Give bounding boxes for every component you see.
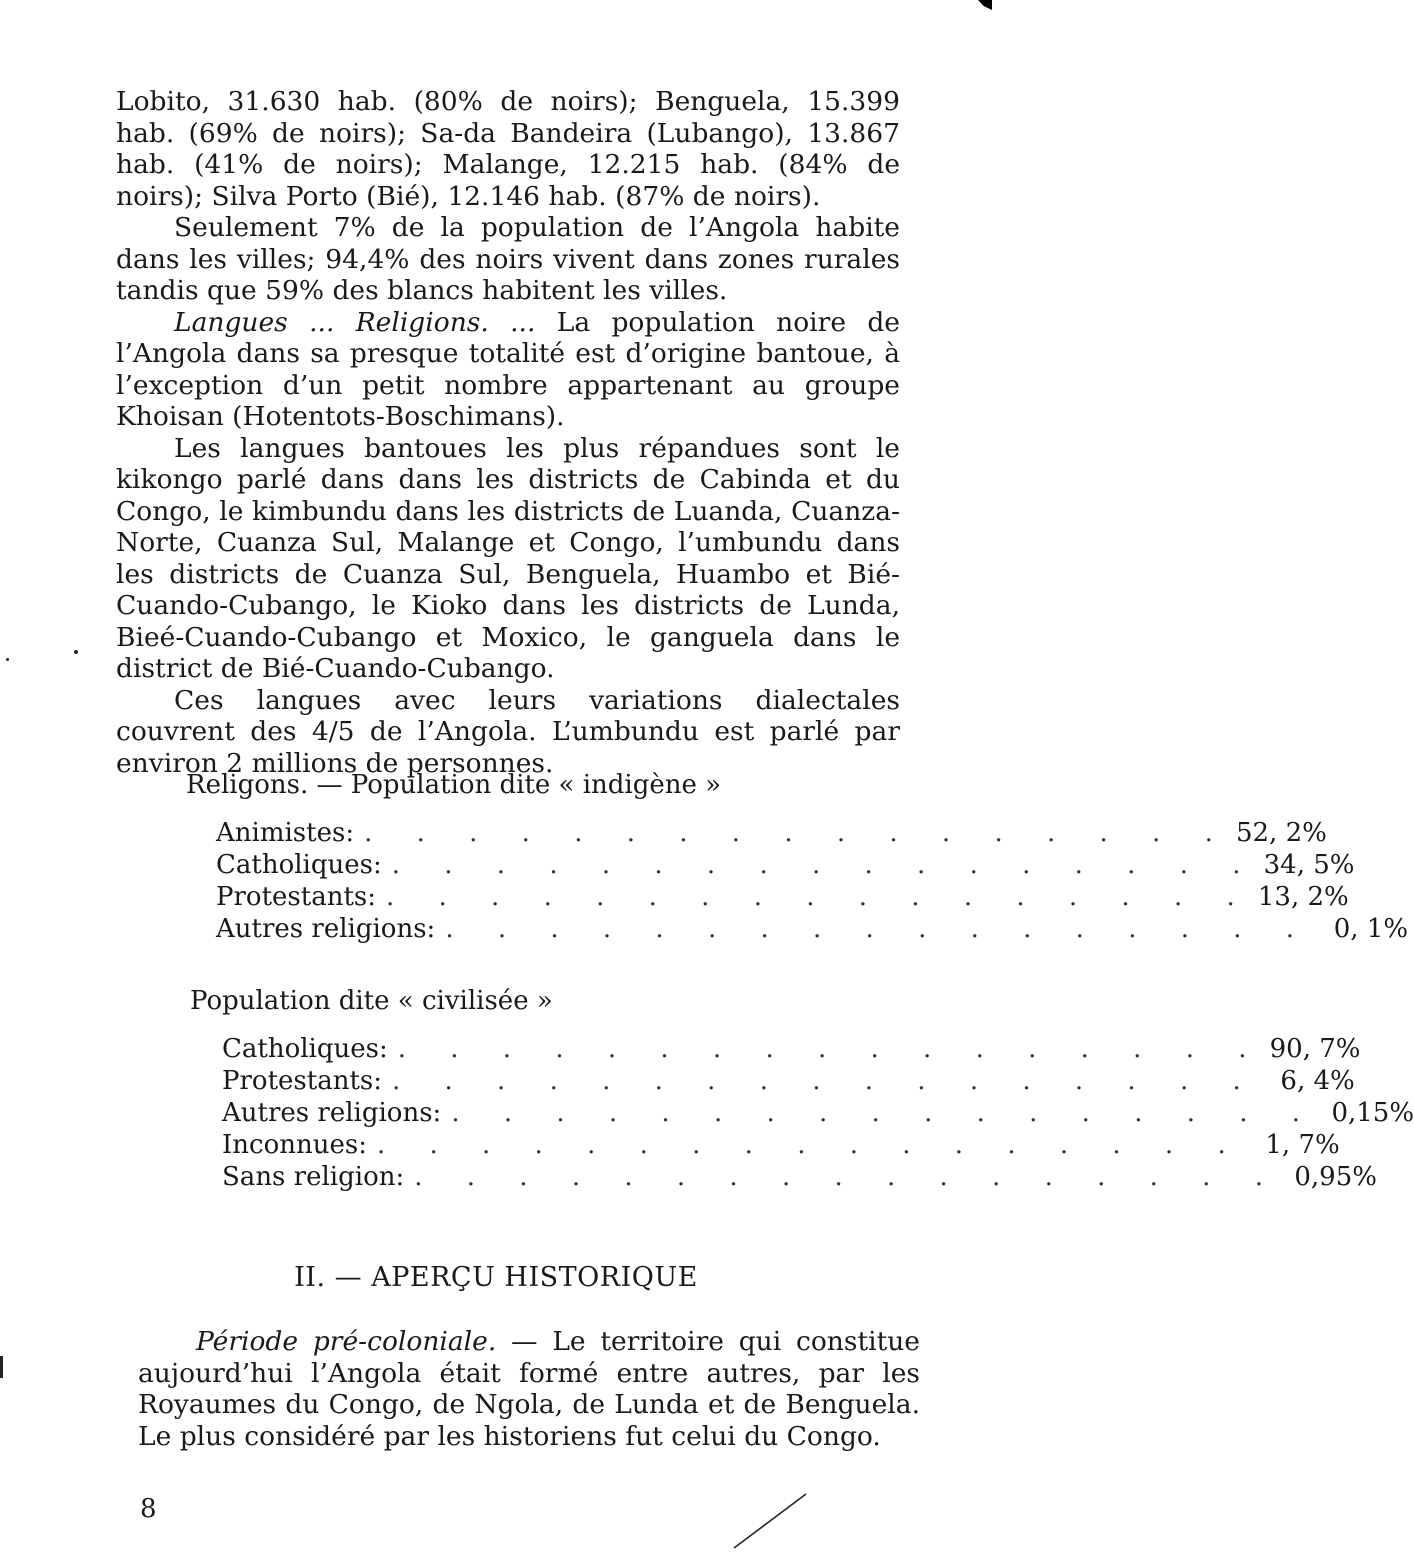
stat-label: Catholiques: <box>222 1034 388 1064</box>
languages-religions-heading: Langues ... Religions. ... <box>174 306 536 338</box>
margin-dot <box>74 650 78 654</box>
paragraph-bantu-languages: Les langues bantoues les plus répandues sont le kikongo parlé dans dans les districts de Cabinda et du Congo, le kimbundu dans les districts de Luanda, Cuanza-Norte, Cuanza Sul, Malange et Congo, l’umbundu dans les districts de Cuanza Sul, Benguela, Huambo et Bié-Cuando-Cubango, le Kioko dans les districts de Lunda, Bieé-Cuando-Cubango et Moxico, le ganguela dans le district de Bié-Cuando-Cubango. <box>116 432 900 684</box>
dot-leader: . . . . . . . . . . . . . . . . . <box>445 914 1313 944</box>
stat-value: 0,95% <box>1294 1162 1377 1192</box>
dot-leader: . . . . . . . . . . . . . . . . . <box>392 1066 1259 1096</box>
dot-leader: . . . . . . . . . . . . . . . . . <box>397 1034 1265 1064</box>
dot-leader: . . . . . . . . . . . . . . . . . <box>376 1130 1244 1160</box>
stat-row <box>216 818 1327 850</box>
stat-row <box>222 1066 1355 1098</box>
chapter-title: II. — APERÇU HISTORIQUE <box>294 1262 698 1293</box>
languages-intro-text: La population noire de l’Angola dans sa presque totalité est d’origine bantoue, à l’exception d’un petit nombre appartenant au groupe Khoisan (Hotentots-Boschimans). <box>116 306 900 432</box>
stat-label: Protestants: <box>222 1066 382 1096</box>
paragraph-cities: Lobito, 31.630 hab. (80% de noirs); Benguela, 15.399 hab. (69% de noirs); Sa-da Bandeira (Lubango), 13.867 hab. (41% de noirs); Malange, 12.215 hab. (84% de noirs); Silva Porto (Bié), 12.146 hab. (87% de noirs). <box>116 86 900 212</box>
stat-row <box>222 1034 1361 1066</box>
stat-value: 13, 2% <box>1257 882 1349 912</box>
indigenous-religions-heading: Religons. — Population dite « indigène » <box>186 770 722 800</box>
margin-tick <box>0 1356 3 1378</box>
stat-value: 90, 7% <box>1269 1034 1361 1064</box>
stat-label: Autres religions: <box>216 914 436 944</box>
stat-label: Inconnues: <box>222 1130 367 1160</box>
civilised-religions-list <box>222 1034 1414 1194</box>
page-number: 8 <box>140 1494 157 1524</box>
civilised-religions-heading: Population dite « civilisée » <box>190 986 553 1016</box>
indigenous-religions-list <box>216 818 1409 946</box>
paragraph-urban-population: Seulement 7% de la population de l’Angola habite dans les villes; 94,4% des noirs vivent dans zones rurales tandis que 59% des blancs habitent les villes. <box>116 212 900 306</box>
precolonial-heading: Période pré-coloniale. <box>196 1326 497 1357</box>
stat-value: 0,15% <box>1331 1098 1414 1128</box>
paragraph-dialects: Ces langues avec leurs variations dialectales couvrent des 4/5 de l’Angola. L’umbundu est parlé par environ 2 millions de personnes. <box>116 684 900 779</box>
pen-stroke-mark <box>730 1490 810 1552</box>
dot-leader: . . . . . . . . . . . . . . . . . <box>414 1162 1281 1192</box>
stat-row <box>222 1130 1340 1162</box>
paragraph-precolonial <box>138 1326 920 1452</box>
stat-row <box>222 1098 1414 1130</box>
stat-row <box>222 1162 1377 1194</box>
stat-label: Sans religion: <box>222 1162 405 1192</box>
dot-leader: . . . . . . . . . . . . . . . . . <box>386 882 1253 912</box>
stat-row <box>216 882 1349 914</box>
stat-value: 6, 4% <box>1280 1066 1355 1096</box>
stat-row <box>216 914 1409 946</box>
stat-label: Protestants: <box>216 882 376 912</box>
margin-dot <box>6 658 9 661</box>
dot-leader: . . . . . . . . . . . . . . . . . <box>451 1098 1319 1128</box>
paragraph-languages-intro <box>116 307 900 433</box>
stat-label: Catholiques: <box>216 850 382 880</box>
dot-leader: . . . . . . . . . . . . . . . . . <box>364 818 1231 848</box>
stat-label: Autres religions: <box>222 1098 442 1128</box>
body-text <box>116 86 900 779</box>
stat-value: 0, 1% <box>1333 914 1409 944</box>
stat-value: 52, 2% <box>1235 818 1327 848</box>
stat-value: 1, 7% <box>1265 1130 1340 1160</box>
stat-row <box>216 850 1355 882</box>
dot-leader: . . . . . . . . . . . . . . . . . <box>391 850 1259 880</box>
stat-value: 34, 5% <box>1263 850 1355 880</box>
history-text <box>138 1326 920 1452</box>
corner-scan-mark <box>978 0 992 10</box>
stat-label: Animistes: <box>216 818 355 848</box>
precolonial-text: — Le territoire qui constitue aujourd’hui l’Angola était formé entre autres, par les Royaumes du Congo, de Ngola, de Lunda et de Benguela. Le plus considéré par les historiens fut celui du Congo. <box>138 1326 920 1452</box>
